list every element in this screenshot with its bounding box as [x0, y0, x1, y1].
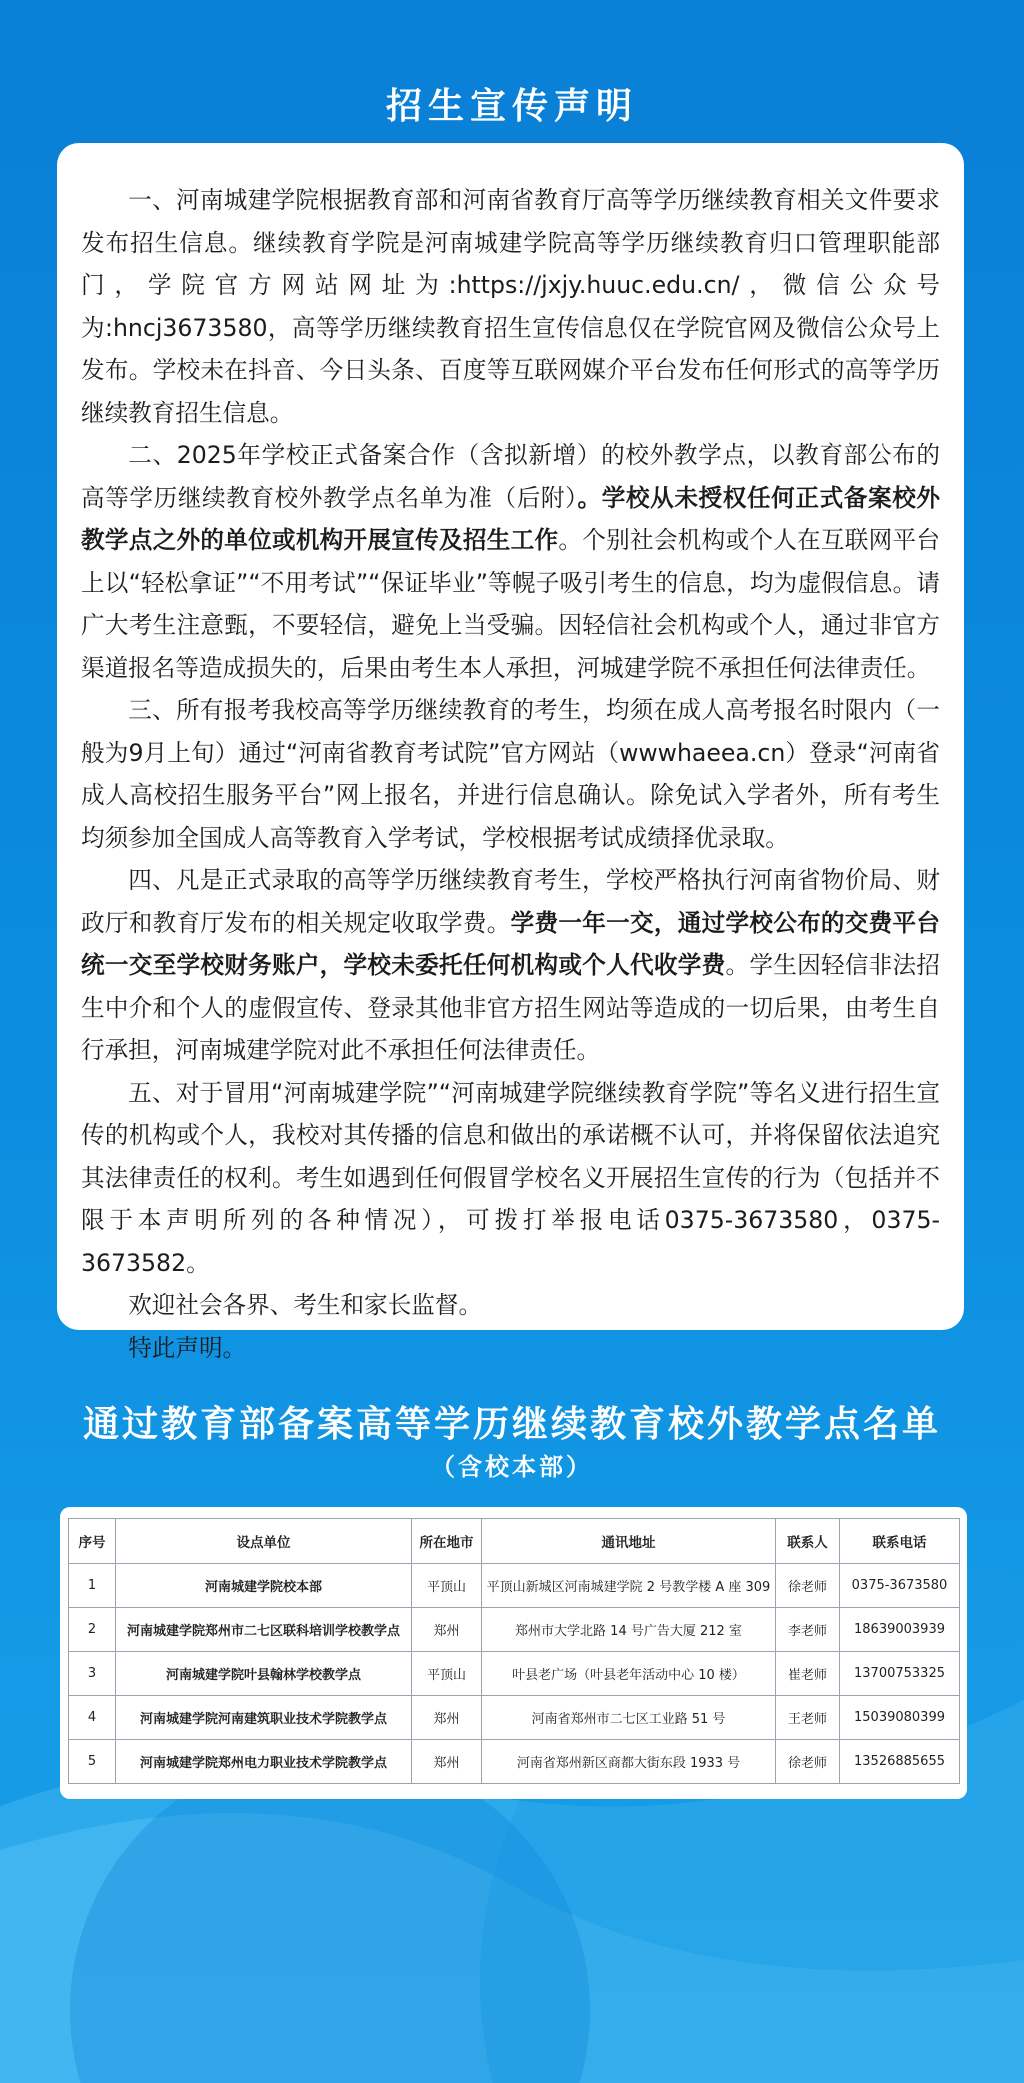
cell-phone: 18639003939 [840, 1608, 960, 1652]
cell-index: 5 [69, 1740, 116, 1784]
paragraph-5-text: 五、对于冒用“河南城建学院”“河南城建学院继续教育学院”等名义进行招生宣传的机构或个人，我校对其传播的信息和做出的承诺概不认可，并将保留依法追究其法律责任的权利。考生如遇到任何假冒学校名义开展招生宣传的行为（包括并不限于本声明所列的各种情况），可拨打举报电话0375-3673580，0375-3673582。 [81, 1078, 940, 1277]
paragraph-4-text-a: 四、凡是正式录取的高等学历继续教育考生，学校严格执行河南省物价局、财政厅和教育厅发布的相关规定收取学费。 [81, 866, 940, 937]
table-row [69, 1696, 960, 1740]
paragraph-4-text-c: 。学生因轻信非法招生中介和个人的虚假宣传、登录其他非官方招生网站等造成的一切后果，由考生自行承担，河南城建学院对此不承担任何法律责任。 [81, 951, 941, 1064]
list-title: 通过教育部备案高等学历继续教育校外教学点名单 [82, 1404, 941, 1445]
header-address: 通讯地址 [482, 1519, 776, 1564]
header-unit: 设点单位 [116, 1519, 412, 1564]
cell-city: 平顶山 [412, 1564, 482, 1608]
cell-phone: 13700753325 [840, 1652, 960, 1696]
statement-card [57, 143, 964, 1362]
header-contact: 联系人 [776, 1519, 840, 1564]
list-subtitle: （含校本部） [431, 1453, 593, 1481]
paragraph-5 [81, 1072, 940, 1285]
cell-address: 叶县老广场（叶县老年活动中心 10 楼） [482, 1652, 776, 1696]
header-index: 序号 [69, 1519, 116, 1564]
cell-contact: 崔老师 [776, 1652, 840, 1696]
paragraph-4 [81, 859, 940, 1072]
cell-phone: 0375-3673580 [840, 1564, 960, 1608]
cell-contact: 王老师 [776, 1696, 840, 1740]
cell-unit: 河南城建学院校本部 [116, 1564, 412, 1608]
cell-index: 4 [69, 1696, 116, 1740]
cell-phone: 13526885655 [840, 1740, 960, 1784]
table-card [60, 1507, 967, 1799]
cell-contact: 李老师 [776, 1608, 840, 1652]
cell-contact: 徐老师 [776, 1740, 840, 1784]
paragraph-3 [81, 689, 940, 859]
paragraph-3-text: 三、所有报考我校高等学历继续教育的考生，均须在成人高考报名时限内（一般为9月上旬）通过“河南省教育考试院”官方网站（wwwhaeea.cn）登录“河南省成人高校招生服务平台”网上报名，并进行信息确认。除免试入学者外，所有考生均须参加全国成人高等教育入学考试，学校根据考试成绩择优录取。 [81, 696, 940, 852]
cell-unit: 河南城建学院叶县翰林学校教学点 [116, 1652, 412, 1696]
paragraph-1-text: 一、河南城建学院根据教育部和河南省教育厅高等学历继续教育相关文件要求发布招生信息。继续教育学院是河南城建学院高等学历继续教育归口管理职能部门，学院官方网站网址为:https://jxjy.huuc.edu.cn/，微信公众号为:hncj3673580，高等学历继续教育招生宣传信息仅在学院官网及微信公众号上发布。学校未在抖音、今日头条、百度等互联网媒介平台发布任何形式的高等学历继续教育招生信息。 [81, 186, 940, 427]
paragraph-2-bold: 。学校从未授权任何正式备案校外教学点之外的单位或机构开展宣传及招生工作 [81, 483, 941, 554]
table-header-row [69, 1519, 960, 1564]
cell-unit: 河南城建学院河南建筑职业技术学院教学点 [116, 1696, 412, 1740]
table-row [69, 1652, 960, 1696]
cell-city: 郑州 [412, 1696, 482, 1740]
cell-phone: 15039080399 [840, 1696, 960, 1740]
header-city: 所在地市 [412, 1519, 482, 1564]
cell-unit: 河南城建学院郑州市二七区联科培训学校教学点 [116, 1608, 412, 1652]
header-phone: 联系电话 [840, 1519, 960, 1564]
cell-city: 郑州 [412, 1608, 482, 1652]
table-row [69, 1564, 960, 1608]
page-title: 招生宣传声明 [385, 86, 638, 127]
teaching-sites-table [68, 1518, 960, 1784]
paragraph-2-text-a: 二、2025年学校正式备案合作（含拟新增）的校外教学点，以教育部公布的高等学历继续教育校外教学点名单为准（后附） [81, 441, 940, 512]
paragraph-7 [81, 1327, 940, 1370]
cell-address: 河南省郑州市二七区工业路 51 号 [482, 1696, 776, 1740]
paragraph-4-bold: 学费一年一交，通过学校公布的交费平台统一交至学校财务账户，学校未委托任何机构或个人代收学费 [81, 908, 941, 979]
cell-index: 3 [69, 1652, 116, 1696]
cell-index: 2 [69, 1608, 116, 1652]
table-row [69, 1608, 960, 1652]
paragraph-2 [81, 434, 940, 689]
cell-contact: 徐老师 [776, 1564, 840, 1608]
table-row [69, 1740, 960, 1784]
cell-index: 1 [69, 1564, 116, 1608]
paragraph-2-text-c: 。个别社会机构或个人在互联网平台上以“轻松拿证”“不用考试”“保证毕业”等幌子吸引考生的信息，均为虚假信息。请广大考生注意甄，不要轻信，避免上当受骗。因轻信社会机构或个人，通过非官方渠道报名等造成损失的，后果由考生本人承担，河城建学院不承担任何法律责任。 [81, 526, 940, 682]
cell-unit: 河南城建学院郑州电力职业技术学院教学点 [116, 1740, 412, 1784]
cell-city: 平顶山 [412, 1652, 482, 1696]
cell-address: 河南省郑州新区商都大街东段 1933 号 [482, 1740, 776, 1784]
cell-city: 郑州 [412, 1740, 482, 1784]
cell-address: 平顶山新城区河南城建学院 2 号教学楼 A 座 309 [482, 1564, 776, 1608]
paragraph-6 [81, 1284, 940, 1327]
paragraph-7-text: 特此声明。 [128, 1333, 247, 1362]
cell-address: 郑州市大学北路 14 号广告大厦 212 室 [482, 1608, 776, 1652]
paragraph-6-text: 欢迎社会各界、考生和家长监督。 [128, 1291, 483, 1319]
paragraph-1 [81, 179, 940, 434]
